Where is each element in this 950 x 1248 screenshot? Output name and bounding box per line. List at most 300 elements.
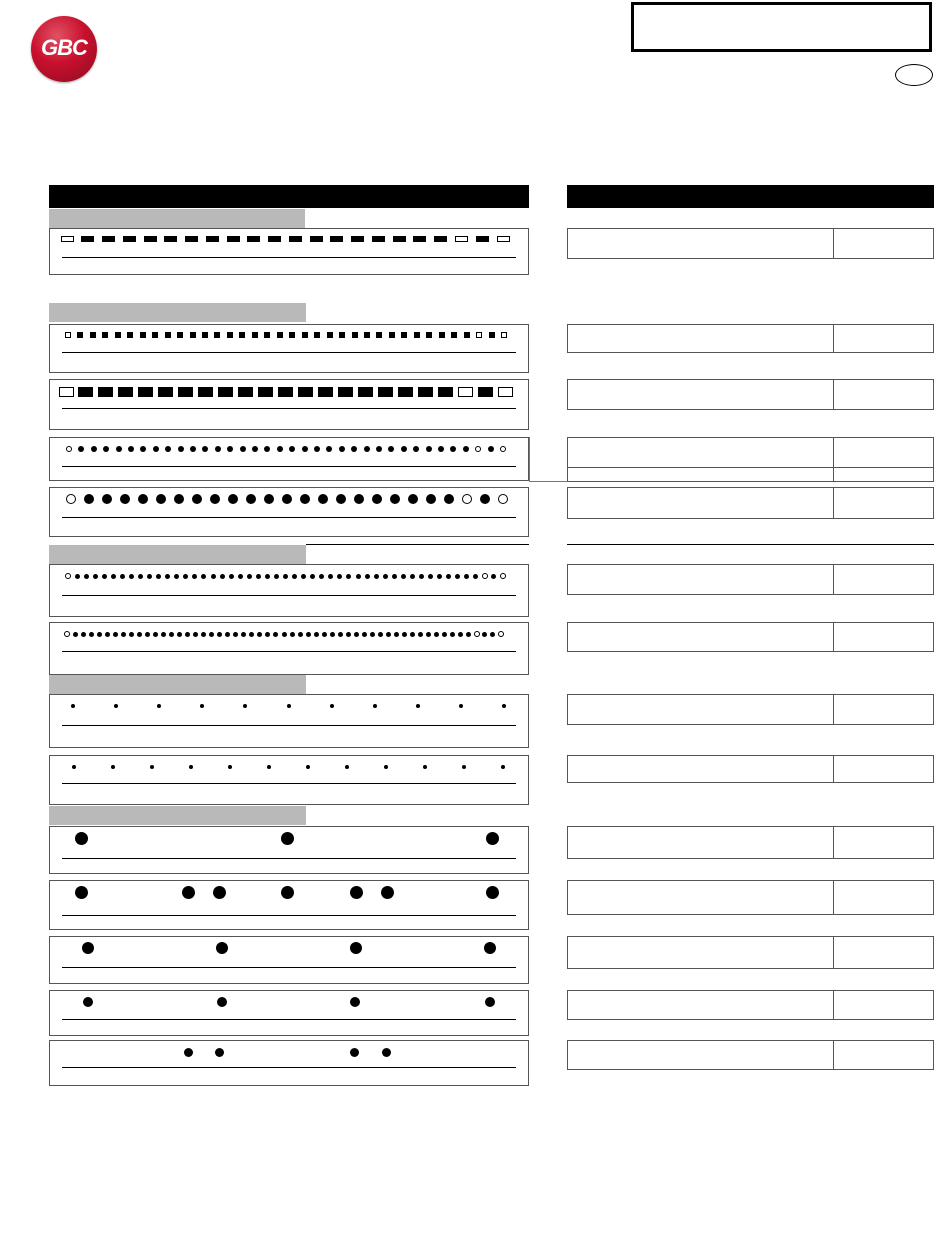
- filled-hole-dot: [350, 942, 362, 954]
- filled-hole-dot: [319, 574, 324, 579]
- filled-hole-dot: [217, 632, 222, 637]
- filled-hole-dot: [300, 494, 310, 504]
- filled-hole-rect: [489, 332, 495, 338]
- filled-hole-dot: [192, 494, 202, 504]
- filled-hole-dot: [463, 446, 469, 452]
- filled-hole-dot: [282, 632, 287, 637]
- filled-hole-dot: [161, 632, 166, 637]
- open-hole-rect: [497, 236, 510, 242]
- filled-hole-rect: [202, 332, 208, 338]
- filled-hole-dot: [392, 574, 397, 579]
- filled-hole-dot: [350, 997, 360, 1007]
- punch-pattern-row-8: [49, 694, 529, 748]
- filled-hole-rect: [102, 236, 115, 242]
- filled-hole-dot: [382, 1048, 391, 1057]
- filled-hole-dot: [306, 765, 310, 769]
- filled-hole-rect: [372, 236, 385, 242]
- filled-hole-rect: [268, 236, 281, 242]
- spec-box-11: [567, 880, 934, 915]
- filled-hole-dot: [423, 765, 427, 769]
- punch-pattern-row-2: [49, 324, 529, 373]
- filled-hole-dot: [225, 632, 230, 637]
- filled-hole-dot: [264, 446, 270, 452]
- filled-hole-dot: [165, 446, 171, 452]
- filled-hole-dot: [177, 632, 182, 637]
- filled-hole-dot: [229, 574, 234, 579]
- filled-hole-dot: [156, 574, 161, 579]
- filled-hole-dot: [446, 574, 451, 579]
- filled-hole-dot: [228, 494, 238, 504]
- filled-hole-dot: [252, 446, 258, 452]
- pattern-baseline: [62, 783, 516, 784]
- section-header-1: [49, 209, 305, 228]
- filled-hole-dot: [267, 765, 271, 769]
- filled-hole-rect: [298, 387, 313, 397]
- filled-hole-rect: [364, 332, 370, 338]
- filled-hole-dot: [401, 574, 406, 579]
- punch-pattern-row-4: [49, 437, 529, 481]
- filled-hole-dot: [419, 574, 424, 579]
- filled-hole-dot: [102, 494, 112, 504]
- filled-hole-dot: [174, 494, 184, 504]
- spec-column-divider: [833, 695, 834, 724]
- filled-hole-dot: [486, 832, 499, 845]
- open-hole-dot: [498, 631, 504, 637]
- filled-hole-dot: [282, 494, 292, 504]
- filled-hole-dot: [413, 446, 419, 452]
- filled-hole-dot: [233, 632, 238, 637]
- filled-hole-dot: [174, 574, 179, 579]
- open-hole-rect: [458, 387, 473, 397]
- filled-hole-dot: [462, 765, 466, 769]
- pattern-baseline: [62, 915, 516, 916]
- filled-hole-dot: [437, 574, 442, 579]
- filled-hole-dot: [153, 632, 158, 637]
- filled-hole-dot: [458, 632, 463, 637]
- spec-column-divider: [833, 756, 834, 782]
- filled-hole-dot: [410, 574, 415, 579]
- filled-hole-dot: [488, 446, 494, 452]
- filled-hole-dot: [289, 446, 295, 452]
- filled-hole-rect: [278, 387, 293, 397]
- filled-hole-dot: [350, 1048, 359, 1057]
- filled-hole-dot: [81, 632, 86, 637]
- filled-hole-dot: [281, 832, 294, 845]
- filled-hole-dot: [464, 574, 469, 579]
- filled-hole-dot: [410, 632, 415, 637]
- filled-hole-dot: [243, 704, 247, 708]
- filled-hole-rect: [401, 332, 407, 338]
- filled-hole-rect: [389, 332, 395, 338]
- filled-hole-dot: [84, 574, 89, 579]
- filled-hole-rect: [178, 387, 193, 397]
- filled-hole-rect: [258, 387, 273, 397]
- filled-hole-dot: [200, 704, 204, 708]
- filled-hole-dot: [322, 632, 327, 637]
- section-divider-right: [567, 544, 934, 545]
- filled-hole-dot: [201, 632, 206, 637]
- filled-hole-dot: [373, 704, 377, 708]
- filled-hole-dot: [426, 632, 431, 637]
- spec-column-divider: [833, 827, 834, 858]
- filled-hole-dot: [351, 446, 357, 452]
- filled-hole-rect: [190, 332, 196, 338]
- filled-hole-dot: [426, 494, 436, 504]
- left-column-header: [49, 185, 529, 208]
- filled-hole-dot: [256, 574, 261, 579]
- filled-hole-dot: [490, 632, 495, 637]
- punch-pattern-row-13: [49, 990, 529, 1036]
- filled-hole-dot: [383, 574, 388, 579]
- section-divider-left: [306, 544, 529, 545]
- filled-hole-rect: [239, 332, 245, 338]
- filled-hole-dot: [362, 632, 367, 637]
- filled-hole-dot: [314, 446, 320, 452]
- filled-hole-dot: [376, 446, 382, 452]
- open-hole-dot: [500, 573, 506, 579]
- filled-hole-dot: [482, 632, 487, 637]
- filled-hole-dot: [105, 632, 110, 637]
- filled-hole-dot: [220, 574, 225, 579]
- filled-hole-rect: [302, 332, 308, 338]
- filled-hole-dot: [140, 446, 146, 452]
- filled-hole-dot: [326, 446, 332, 452]
- filled-hole-dot: [228, 765, 232, 769]
- spec-box-9: [567, 755, 934, 783]
- logo-text: GBC: [41, 35, 87, 60]
- pattern-baseline: [62, 595, 516, 596]
- filled-hole-dot: [201, 574, 206, 579]
- filled-hole-rect: [434, 236, 447, 242]
- filled-hole-dot: [502, 704, 506, 708]
- filled-hole-dot: [330, 632, 335, 637]
- spec-box-6: [567, 564, 934, 595]
- filled-hole-dot: [182, 886, 195, 899]
- spec-box-3: [567, 379, 934, 410]
- filled-hole-rect: [118, 387, 133, 397]
- open-hole-rect: [455, 236, 468, 242]
- filled-hole-dot: [215, 446, 221, 452]
- open-hole-dot: [482, 573, 488, 579]
- filled-hole-rect: [464, 332, 470, 338]
- open-hole-dot: [65, 573, 71, 579]
- filled-hole-dot: [401, 446, 407, 452]
- filled-hole-rect: [198, 387, 213, 397]
- filled-hole-rect: [327, 332, 333, 338]
- filled-hole-dot: [247, 574, 252, 579]
- filled-hole-dot: [345, 765, 349, 769]
- filled-hole-dot: [137, 632, 142, 637]
- section-header-4: [49, 675, 306, 694]
- filled-hole-rect: [478, 387, 493, 397]
- spec-box-2: [567, 324, 934, 353]
- punch-pattern-row-14: [49, 1040, 529, 1086]
- filled-hole-rect: [252, 332, 258, 338]
- filled-hole-rect: [378, 387, 393, 397]
- language-badge: [895, 64, 933, 86]
- filled-hole-rect: [177, 332, 183, 338]
- filled-hole-dot: [370, 632, 375, 637]
- filled-hole-rect: [418, 387, 433, 397]
- filled-hole-dot: [486, 886, 499, 899]
- filled-hole-rect: [310, 236, 323, 242]
- filled-hole-rect: [144, 236, 157, 242]
- punch-pattern-row-7: [49, 622, 529, 675]
- filled-hole-dot: [455, 574, 460, 579]
- filled-hole-dot: [138, 494, 148, 504]
- punch-pattern-row-6: [49, 564, 529, 617]
- filled-hole-dot: [129, 574, 134, 579]
- filled-hole-dot: [292, 574, 297, 579]
- filled-hole-rect: [77, 332, 83, 338]
- filled-hole-dot: [346, 632, 351, 637]
- filled-hole-dot: [114, 704, 118, 708]
- spec-box-10: [567, 826, 934, 859]
- open-hole-dot: [475, 446, 481, 452]
- filled-hole-dot: [402, 632, 407, 637]
- filled-hole-dot: [438, 446, 444, 452]
- filled-hole-rect: [351, 236, 364, 242]
- filled-hole-rect: [426, 332, 432, 338]
- filled-hole-dot: [281, 886, 294, 899]
- filled-hole-dot: [116, 446, 122, 452]
- spec-column-divider: [833, 623, 834, 651]
- punch-pattern-row-11: [49, 880, 529, 930]
- filled-hole-dot: [216, 942, 228, 954]
- pattern-baseline: [62, 408, 516, 409]
- filled-hole-dot: [120, 574, 125, 579]
- filled-hole-dot: [274, 574, 279, 579]
- filled-hole-dot: [129, 632, 134, 637]
- gbc-logo: [31, 16, 97, 82]
- filled-hole-dot: [365, 574, 370, 579]
- pattern-baseline: [62, 651, 516, 652]
- open-hole-rect: [498, 387, 513, 397]
- punch-pattern-row-1: [49, 228, 529, 275]
- filled-hole-dot: [178, 446, 184, 452]
- filled-hole-rect: [138, 387, 153, 397]
- filled-hole-dot: [210, 494, 220, 504]
- pattern-baseline: [62, 352, 516, 353]
- filled-hole-dot: [102, 574, 107, 579]
- filled-hole-dot: [444, 494, 454, 504]
- filled-hole-dot: [434, 632, 439, 637]
- filled-hole-dot: [157, 704, 161, 708]
- filled-hole-dot: [418, 632, 423, 637]
- filled-hole-dot: [215, 1048, 224, 1057]
- filled-hole-dot: [75, 886, 88, 899]
- section-header-2: [49, 303, 306, 322]
- filled-hole-dot: [202, 446, 208, 452]
- filled-hole-dot: [120, 494, 130, 504]
- filled-hole-dot: [337, 574, 342, 579]
- filled-hole-dot: [75, 574, 80, 579]
- connector-line: [529, 481, 567, 482]
- filled-hole-dot: [426, 446, 432, 452]
- filled-hole-dot: [93, 574, 98, 579]
- spec-box-12: [567, 936, 934, 969]
- filled-hole-dot: [339, 446, 345, 452]
- filled-hole-dot: [138, 574, 143, 579]
- filled-hole-rect: [476, 236, 489, 242]
- filled-hole-rect: [358, 387, 373, 397]
- pattern-baseline: [62, 1067, 516, 1068]
- filled-hole-dot: [192, 574, 197, 579]
- filled-hole-dot: [147, 574, 152, 579]
- open-hole-rect: [61, 236, 74, 242]
- open-hole-rect: [476, 332, 482, 338]
- filled-hole-rect: [289, 332, 295, 338]
- filled-hole-dot: [91, 446, 97, 452]
- filled-hole-dot: [190, 446, 196, 452]
- section-header-3: [49, 545, 306, 564]
- spec-column-divider: [833, 1041, 834, 1069]
- filled-hole-rect: [439, 332, 445, 338]
- spec-column-divider: [833, 991, 834, 1019]
- filled-hole-dot: [103, 446, 109, 452]
- filled-hole-dot: [428, 574, 433, 579]
- filled-hole-dot: [184, 1048, 193, 1057]
- title-box: [631, 2, 932, 52]
- filled-hole-dot: [374, 574, 379, 579]
- filled-hole-rect: [413, 236, 426, 242]
- filled-hole-dot: [249, 632, 254, 637]
- punch-pattern-row-3: [49, 379, 529, 430]
- open-hole-dot: [462, 494, 472, 504]
- filled-hole-dot: [238, 574, 243, 579]
- open-hole-dot: [474, 631, 480, 637]
- filled-hole-dot: [156, 494, 166, 504]
- filled-hole-dot: [450, 446, 456, 452]
- filled-hole-rect: [264, 332, 270, 338]
- filled-hole-dot: [209, 632, 214, 637]
- spec-box-14: [567, 1040, 934, 1070]
- filled-hole-dot: [388, 446, 394, 452]
- filled-hole-dot: [318, 494, 328, 504]
- filled-hole-dot: [241, 632, 246, 637]
- filled-hole-dot: [189, 765, 193, 769]
- filled-hole-dot: [265, 632, 270, 637]
- filled-hole-dot: [356, 574, 361, 579]
- filled-hole-dot: [350, 886, 363, 899]
- punch-pattern-row-10: [49, 826, 529, 874]
- filled-hole-dot: [372, 494, 382, 504]
- filled-hole-rect: [376, 332, 382, 338]
- filled-hole-rect: [314, 332, 320, 338]
- filled-hole-dot: [310, 574, 315, 579]
- filled-hole-dot: [378, 632, 383, 637]
- spec-column-divider: [833, 229, 834, 258]
- filled-hole-rect: [140, 332, 146, 338]
- punch-pattern-row-9: [49, 755, 529, 805]
- filled-hole-rect: [98, 387, 113, 397]
- spec-box-13: [567, 990, 934, 1020]
- filled-hole-dot: [82, 942, 94, 954]
- spec-row-divider: [568, 467, 933, 468]
- pattern-baseline: [62, 257, 516, 258]
- filled-hole-dot: [273, 632, 278, 637]
- filled-hole-rect: [289, 236, 302, 242]
- section-header-5: [49, 806, 306, 825]
- spec-column-divider: [833, 438, 834, 481]
- punch-pattern-row-12: [49, 936, 529, 984]
- filled-hole-dot: [466, 632, 471, 637]
- filled-hole-rect: [247, 236, 260, 242]
- filled-hole-dot: [330, 704, 334, 708]
- filled-hole-dot: [264, 494, 274, 504]
- spec-box-5: [567, 487, 934, 519]
- connector-vline: [529, 437, 530, 481]
- pattern-baseline: [62, 725, 516, 726]
- filled-hole-dot: [277, 446, 283, 452]
- spec-column-divider: [833, 488, 834, 518]
- filled-hole-rect: [277, 332, 283, 338]
- filled-hole-dot: [193, 632, 198, 637]
- filled-hole-dot: [165, 574, 170, 579]
- filled-hole-dot: [246, 494, 256, 504]
- filled-hole-dot: [328, 574, 333, 579]
- filled-hole-dot: [89, 632, 94, 637]
- filled-hole-dot: [185, 632, 190, 637]
- filled-hole-dot: [75, 832, 88, 845]
- filled-hole-dot: [183, 574, 188, 579]
- filled-hole-dot: [384, 765, 388, 769]
- filled-hole-rect: [81, 236, 94, 242]
- open-hole-rect: [59, 387, 74, 397]
- filled-hole-rect: [115, 332, 121, 338]
- filled-hole-rect: [238, 387, 253, 397]
- filled-hole-rect: [227, 332, 233, 338]
- filled-hole-dot: [306, 632, 311, 637]
- filled-hole-rect: [393, 236, 406, 242]
- filled-hole-rect: [451, 332, 457, 338]
- filled-hole-dot: [485, 997, 495, 1007]
- filled-hole-dot: [73, 632, 78, 637]
- filled-hole-dot: [364, 446, 370, 452]
- open-hole-dot: [66, 446, 72, 452]
- pattern-baseline: [62, 967, 516, 968]
- filled-hole-rect: [164, 236, 177, 242]
- filled-hole-dot: [354, 494, 364, 504]
- right-column-header: [567, 185, 934, 208]
- filled-hole-rect: [214, 332, 220, 338]
- punch-pattern-row-5: [49, 487, 529, 537]
- filled-hole-dot: [128, 446, 134, 452]
- filled-hole-dot: [169, 632, 174, 637]
- filled-hole-dot: [227, 446, 233, 452]
- filled-hole-dot: [442, 632, 447, 637]
- filled-hole-dot: [484, 942, 496, 954]
- pattern-baseline: [62, 517, 516, 518]
- filled-hole-dot: [386, 632, 391, 637]
- spec-column-divider: [833, 937, 834, 968]
- filled-hole-dot: [150, 765, 154, 769]
- filled-hole-dot: [211, 574, 216, 579]
- pattern-baseline: [62, 1019, 516, 1020]
- filled-hole-dot: [394, 632, 399, 637]
- filled-hole-dot: [71, 704, 75, 708]
- filled-hole-dot: [84, 494, 94, 504]
- filled-hole-dot: [416, 704, 420, 708]
- filled-hole-dot: [217, 997, 227, 1007]
- filled-hole-dot: [302, 446, 308, 452]
- filled-hole-dot: [381, 886, 394, 899]
- filled-hole-dot: [287, 704, 291, 708]
- open-hole-rect: [501, 332, 507, 338]
- filled-hole-rect: [123, 236, 136, 242]
- open-hole-dot: [498, 494, 508, 504]
- filled-hole-dot: [480, 494, 490, 504]
